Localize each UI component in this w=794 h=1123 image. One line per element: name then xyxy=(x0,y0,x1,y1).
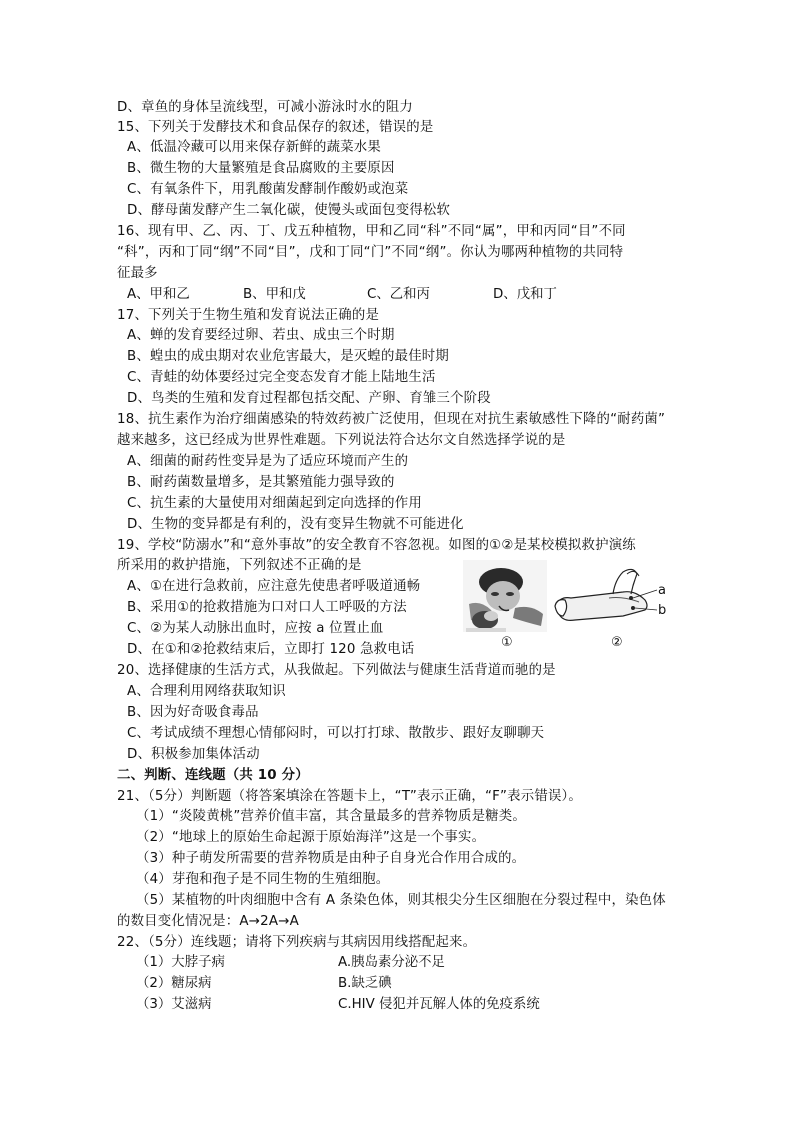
q22-stem: 22、（5分）连线题；请将下列疾病与其病因用线搭配起来。 xyxy=(117,935,477,950)
q19-stem-line1: 19、学校“防溺水”和“意外事故”的安全教育不容忽视。如图的①②是某校模拟救护演练 xyxy=(117,538,636,553)
q22-right-3: C.HIV 侵犯并瓦解人体的免疫系统 xyxy=(338,997,540,1012)
q20-option-b: B、因为好奇吸食毒品 xyxy=(127,705,259,720)
q16-option-c: C、乙和丙 xyxy=(367,287,430,302)
q22-right-2: B.缺乏碘 xyxy=(338,976,392,991)
q20-option-c: C、考试成绩不理想心情郁闷时，可以打打球、散散步、跟好友聊聊天 xyxy=(127,726,545,741)
q16-option-d: D、戊和丁 xyxy=(493,287,557,302)
q18-option-a: A、细菌的耐药性变异是为了适应环境而产生的 xyxy=(127,454,409,469)
q15-option-c: C、有氧条件下，用乳酸菌发酵制作酸奶或泡菜 xyxy=(127,182,409,197)
q21-item-5-line2: 的数目变化情况是：A→2A→A xyxy=(117,914,299,929)
figure-label-2: ② xyxy=(611,635,623,650)
q22-left-1: （1）大脖子病 xyxy=(136,955,225,970)
q16-stem-line1: 16、现有甲、乙、丙、丁、戊五种植物，甲和乙同“科”不同“属”，甲和丙同“目”不同 xyxy=(117,224,626,239)
q15-option-d: D、酵母菌发酵产生二氧化碳，使馒头或面包变得松软 xyxy=(127,203,451,218)
q22-left-2: （2）糖尿病 xyxy=(136,976,212,991)
figure-label-b: b xyxy=(658,603,667,618)
q19-figure xyxy=(463,560,673,652)
q21-item-3: （3）种子萌发所需要的营养物质是由种子自身光合作用合成的。 xyxy=(136,851,526,866)
q16-stem-line2: “科”，丙和丁同“纲”不同“目”，戊和丁同“门”不同“纲”。你认为哪两种植物的共同特 xyxy=(117,245,624,260)
q21-item-4: （4）芽孢和孢子是不同生物的生殖细胞。 xyxy=(136,872,390,887)
q16-stem-line3: 征最多 xyxy=(117,266,158,281)
q21-item-2: （2）“地球上的原始生命起源于原始海洋”这是一个事实。 xyxy=(136,830,486,845)
q21-stem: 21、（5分）判断题（将答案填涂在答题卡上，“T”表示正确，“F”表示错误）。 xyxy=(117,789,583,804)
q22-left-3: （3）艾滋病 xyxy=(136,997,212,1012)
q15-stem: 15、下列关于发酵技术和食品保存的叙述，错误的是 xyxy=(117,120,434,135)
section-2-heading: 二、判断、连线题（共 10 分） xyxy=(117,768,309,783)
q19-option-a: A、①在进行急救前，应注意先使患者呼吸道通畅 xyxy=(127,579,421,594)
q18-stem-line1: 18、抗生素作为治疗细菌感染的特效药被广泛使用，但现在对抗生素敏感性下降的“耐药菌” xyxy=(117,412,666,427)
q20-option-d: D、积极参加集体活动 xyxy=(127,747,260,762)
figure-label-1: ① xyxy=(501,635,513,650)
q18-option-d: D、生物的变异都是有利的，没有变异生物就不可能进化 xyxy=(127,517,464,532)
q18-stem-line2: 越来越多，这已经成为世界性难题。下列说法符合达尔文自然选择学说的是 xyxy=(117,433,566,448)
q17-stem: 17、下列关于生物生殖和发育说法正确的是 xyxy=(117,308,380,323)
arm-pressure-point-illustration xyxy=(553,560,673,632)
q20-option-a: A、合理利用网络获取知识 xyxy=(127,684,286,699)
q17-option-d: D、鸟类的生殖和发育过程都包括交配、产卵、育雏三个阶段 xyxy=(127,391,491,406)
q17-option-b: B、蝗虫的成虫期对农业危害最大，是灭蝗的最佳时期 xyxy=(127,349,449,364)
q21-item-5-line1: （5）某植物的叶肉细胞中含有 A 条染色体，则其根尖分生区细胞在分裂过程中，染色体 xyxy=(136,893,666,908)
q19-option-d: D、在①和②抢救结束后，立即打 120 急救电话 xyxy=(127,642,415,657)
q15-option-b: B、微生物的大量繁殖是食品腐败的主要原因 xyxy=(127,161,395,176)
q21-item-1: （1）“炎陵黄桃”营养价值丰富，其含量最多的营养物质是糖类。 xyxy=(136,809,526,824)
q15-option-a: A、低温冷藏可以用来保存新鲜的蔬菜水果 xyxy=(127,140,381,155)
q16-option-b: B、甲和戊 xyxy=(243,287,306,302)
q18-option-b: B、耐药菌数量增多，是其繁殖能力强导致的 xyxy=(127,475,395,490)
q18-option-c: C、抗生素的大量使用对细菌起到定向选择的作用 xyxy=(127,496,422,511)
figure-label-a: a xyxy=(658,583,666,598)
q19-option-b: B、采用①的抢救措施为口对口人工呼吸的方法 xyxy=(127,600,407,615)
q19-option-c: C、②为某人动脉出血时，应按 a 位置止血 xyxy=(127,621,384,636)
q17-option-a: A、蝉的发育要经过卵、若虫、成虫三个时期 xyxy=(127,328,395,343)
q20-stem: 20、选择健康的生活方式，从我做起。下列做法与健康生活背道而驰的是 xyxy=(117,663,556,678)
q16-option-a: A、甲和乙 xyxy=(127,287,190,302)
q22-right-1: A.胰岛素分泌不足 xyxy=(338,955,445,970)
q14-option-d: D、章鱼的身体呈流线型，可减小游泳时水的阻力 xyxy=(117,100,413,115)
q17-option-c: C、青蛙的幼体要经过完全变态发育才能上陆地生活 xyxy=(127,370,436,385)
q19-stem-line2: 所采用的救护措施，下列叙述不正确的是 xyxy=(117,558,362,573)
